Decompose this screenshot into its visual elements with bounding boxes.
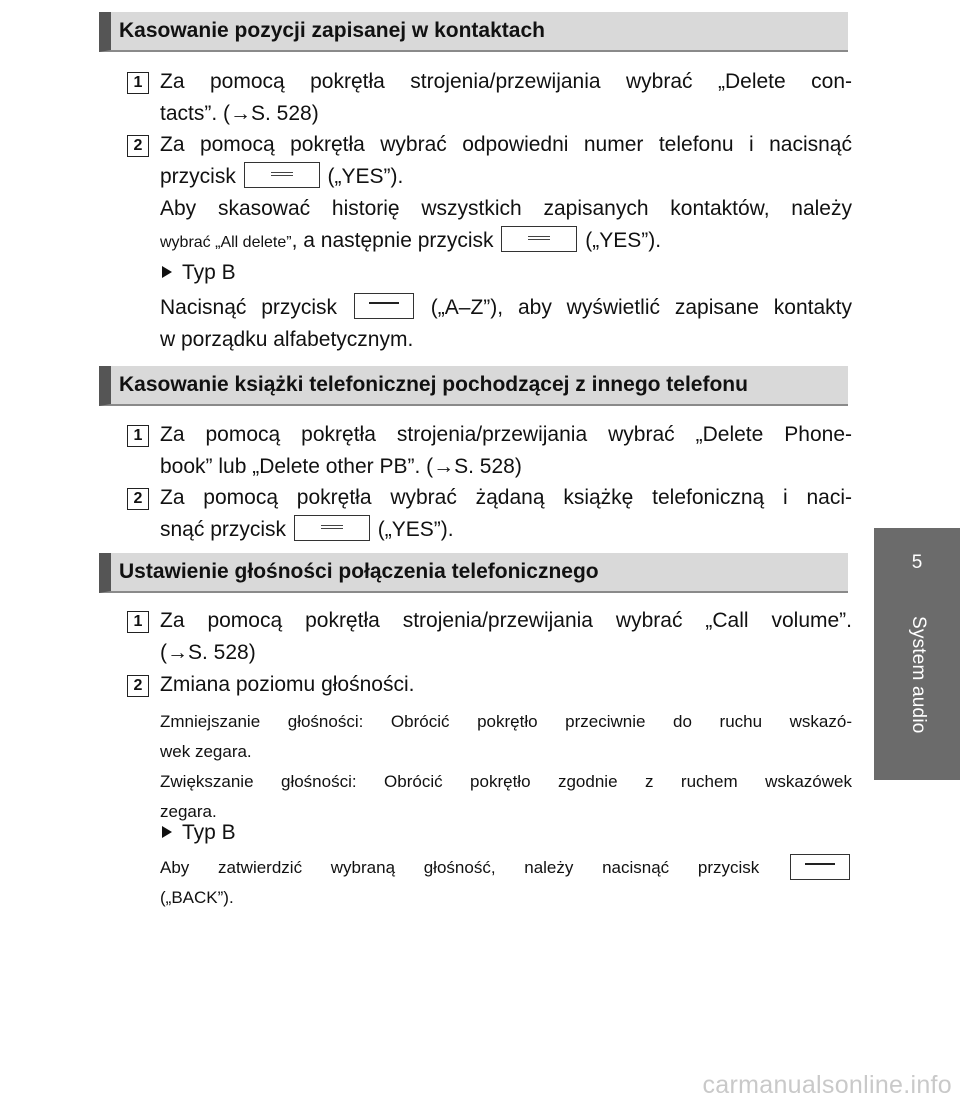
back-button-icon — [790, 854, 850, 880]
section-header-delete-phonebook: Kasowanie książki telefonicznej pochodzącej z innego telefonu — [99, 366, 848, 406]
note-text — [160, 853, 852, 913]
step-number: 1 — [127, 72, 149, 94]
text-line: w porządku alfabetycznym. — [160, 328, 414, 351]
step-text — [160, 482, 852, 546]
text-line: tacts”. (→S. 528) — [160, 102, 319, 125]
text-line: Za pomocą pokrętła strojenia/przewijania wybrać „Delete con- — [160, 70, 852, 93]
step-text — [160, 419, 852, 483]
text-fragment: Nacisnąć przycisk — [160, 296, 338, 319]
text-line — [160, 292, 852, 324]
yes-button-icon — [501, 226, 577, 252]
step-number: 1 — [127, 425, 149, 447]
text-line: Za pomocą pokrętła strojenia/przewijania wybrać „Call volume”. — [160, 609, 852, 632]
yes-button-icon — [294, 515, 370, 541]
a-z-button-icon — [354, 293, 414, 319]
text-line: („BACK”). — [160, 888, 234, 907]
text-fragment: przycisk — [160, 165, 236, 188]
variant-label — [162, 257, 236, 289]
text-line — [160, 514, 852, 546]
variant-text: Typ B — [182, 261, 236, 284]
text-fragment: , a następnie przycisk — [291, 229, 494, 252]
triangle-bullet-icon — [162, 266, 172, 278]
variant-text-block — [160, 292, 852, 356]
variant-text: Typ B — [182, 821, 236, 844]
step-number: 2 — [127, 135, 149, 157]
step-number: 2 — [127, 675, 149, 697]
text-line: Za pomocą pokrętła wybrać odpowiedni numer telefonu i nacisnąć — [160, 133, 852, 156]
section-header-delete-contact: Kasowanie pozycji zapisanej w kontaktach — [99, 12, 848, 52]
text-line — [160, 225, 852, 259]
text-fragment: („A–Z”), aby wyświetlić zapisane kontakty — [430, 296, 852, 319]
text-fragment: snąć przycisk — [160, 518, 287, 541]
step-text — [160, 669, 852, 701]
step-text — [160, 605, 852, 669]
text-line: Aby skasować historię wszystkich zapisanych kontaktów, należy — [160, 197, 852, 220]
text-fragment: („YES”). — [377, 518, 454, 541]
chapter-number: 5 — [911, 552, 923, 573]
text-fragment: („YES”). — [585, 229, 662, 252]
step-number: 1 — [127, 611, 149, 633]
yes-button-icon — [244, 162, 320, 188]
section-header-call-volume: Ustawienie głośności połączenia telefonicznego — [99, 553, 848, 593]
text-line — [160, 853, 852, 883]
text-fragment: („YES”). — [327, 165, 404, 188]
text-line: wek zegara. — [160, 742, 252, 761]
note-text — [160, 767, 852, 827]
note-text — [160, 193, 852, 259]
text-fragment: wybrać „All delete” — [160, 234, 292, 251]
step-text — [160, 66, 852, 130]
watermark: carmanualsonline.info — [702, 1071, 952, 1099]
text-line — [160, 161, 852, 193]
note-text — [160, 707, 852, 767]
step-text — [160, 129, 852, 193]
text-line: book” lub „Delete other PB”. (→S. 528) — [160, 455, 522, 478]
text-line: Zmniejszanie głośności: Obrócić pokrętło przeciwnie do ruchu wskazó- — [160, 712, 852, 731]
variant-label — [162, 817, 236, 849]
step-number: 2 — [127, 488, 149, 510]
chapter-tab — [874, 528, 960, 780]
text-line: Zwiększanie głośności: Obrócić pokrętło zgodnie z ruchem wskazówek — [160, 772, 852, 791]
triangle-bullet-icon — [162, 826, 172, 838]
text-line: (→S. 528) — [160, 641, 256, 664]
text-line: zegara. — [160, 802, 217, 821]
text-line: Zmiana poziomu głośności. — [160, 673, 415, 696]
text-line: Za pomocą pokrętła strojenia/przewijania wybrać „Delete Phone- — [160, 423, 852, 446]
chapter-title: System audio — [908, 616, 929, 734]
text-line: Za pomocą pokrętła wybrać żądaną książkę telefoniczną i naci- — [160, 486, 852, 509]
text-fragment: Aby zatwierdzić wybraną głośność, należy nacisnąć przycisk — [160, 858, 760, 877]
